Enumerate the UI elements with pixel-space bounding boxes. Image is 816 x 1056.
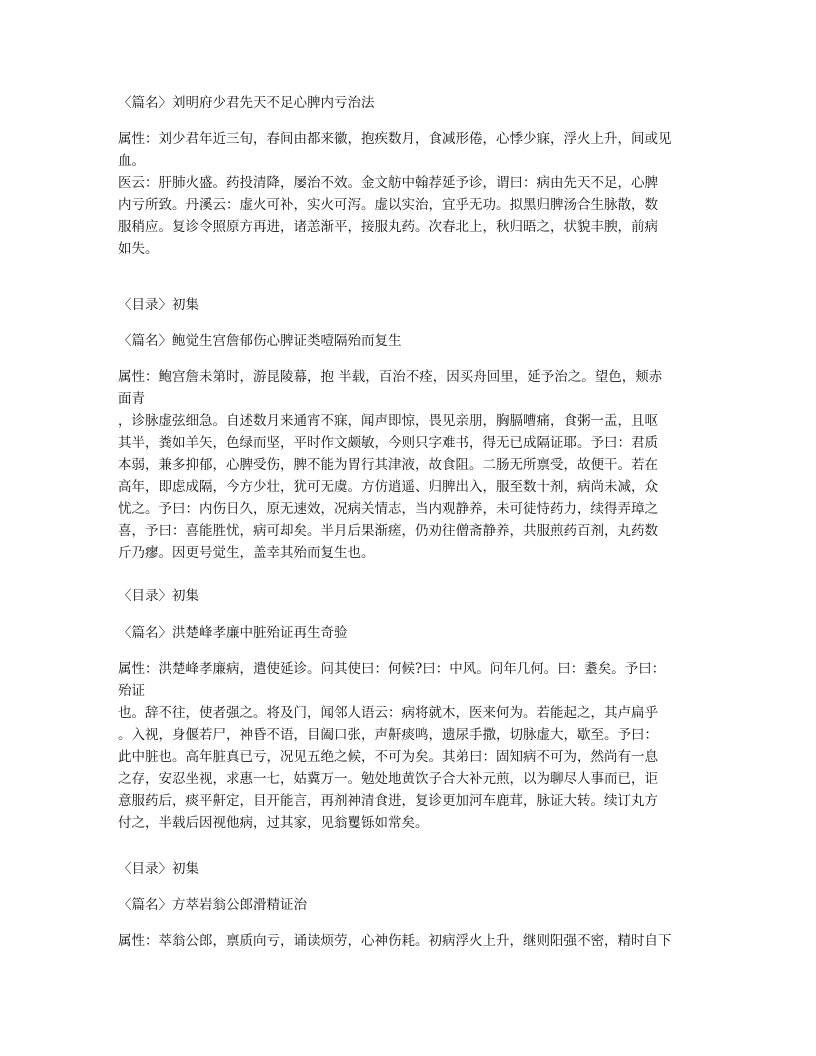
catalog-heading: 〈目录〉初集 (118, 588, 199, 604)
case-text-line: 喜，予曰：喜能胜忧，病可却矣。半月后果渐瘥，仍劝往僧斋静养，共服煎药百剂，丸药数 (118, 523, 658, 539)
case-text-line: 之存，安忍坐视，求惠一七，姑冀万一。勉处地黄饮子合大补元煎，以为聊尽人事而已，讵 (118, 771, 658, 787)
case-text-line: 属性：刘少君年近三旬，春间由都来徽，抱疾数月，食减形倦，心悸少寐，浮火上升，间或见 (118, 131, 672, 147)
case-text-line: 服稍应。复诊令照原方再进，诸恙渐平，接服丸药。次春北上，秋归晤之，状貌丰腴，前病 (118, 219, 658, 235)
case-text-line: 殆证 (118, 683, 145, 699)
case-text-line: 属性：鲍宫詹未第时，游昆陵幕，抱 半载，百治不痊，因买舟回里，延予治之。望色，颊赤 (118, 369, 663, 385)
case-text-line: 属性：洪楚峰孝廉病，遣使延诊。问其使曰：何候?曰：中风。问年几何。曰：耋矣。予曰： (118, 661, 666, 677)
case-text-line: 如失。 (118, 241, 159, 257)
case-text-line: 血。 (118, 153, 145, 169)
catalog-heading: 〈目录〉初集 (118, 297, 199, 313)
case-text-line: 斤乃瘳。因更号觉生，盖幸其殆而复生也。 (118, 545, 375, 561)
case-text-line: ，诊脉虚弦细急。自述数月来通宵不寐，闻声即惊，畏见亲朋，胸膈嘈痛，食粥一盂，且呕 (118, 413, 658, 429)
case-text-line: 面青 (118, 391, 145, 407)
case-text-line: 意服药后，痰平鼾定，目开能言，再剂神清食进，复诊更加河车鹿茸，脉证大转。续订丸方 (118, 793, 658, 809)
case-text-line: 本弱，兼多抑郁，心脾受伤，脾不能为胃行其津液，故食阻。二肠无所禀受，故便干。若在 (118, 457, 658, 473)
case-text-line: 内亏所致。丹溪云：虚火可补，实火可泻。虚以实治，宜乎无功。拟黑归脾汤合生脉散，数 (118, 197, 658, 213)
case-text-line: 。入视，身偃若尸，神昏不语，目阖口张，声鼾痰鸣，遗尿手撒，切脉虚大，歇至。予曰： (118, 727, 658, 743)
case-title: 〈篇名〉刘明府少君先天不足心脾内亏治法 (118, 95, 375, 111)
case-text-line: 此中脏也。高年脏真已亏，况见五绝之候，不可为矣。其弟曰：固知病不可为，然尚有一息 (118, 749, 658, 765)
case-title: 〈篇名〉方萃岩翁公郎滑精证治 (118, 897, 307, 913)
case-text-line: 忧之。予曰：内伤日久，原无速效，况病关情志，当内观静养，未可徒恃药力，续得弄璋之 (118, 501, 658, 517)
case-text-line: 医云：肝肺火盛。药投清降，屡治不效。金文舫中翰荐延予诊，谓曰：病由先天不足，心脾 (118, 175, 658, 191)
case-title: 〈篇名〉洪楚峰孝廉中脏殆证再生奇验 (118, 625, 348, 641)
case-text-line: 其半，粪如羊矢，色绿而坚，平时作文颇敏，今则只字难书，得无已成隔证耶。予曰：君质 (118, 435, 658, 451)
case-text-line: 高年，即虑成隔，今方少壮，犹可无虞。方仿逍遥、归脾出入，服至数十剂，病尚未减，众 (118, 479, 658, 495)
case-text-line: 属性：萃翁公郎，禀质向亏，诵读烦劳，心神伤耗。初病浮火上升，继则阳强不密，精时自下 (118, 933, 672, 949)
catalog-heading: 〈目录〉初集 (118, 861, 199, 877)
case-text-line: 付之，半载后因视他病，过其家，见翁矍铄如常矣。 (118, 815, 429, 831)
case-title: 〈篇名〉鲍觉生宫詹郁伤心脾证类噎隔殆而复生 (118, 333, 402, 349)
case-text-line: 也。辞不往，使者强之。将及门，闻邻人语云：病将就木，医来何为。若能起之，其卢扁乎 (118, 705, 658, 721)
